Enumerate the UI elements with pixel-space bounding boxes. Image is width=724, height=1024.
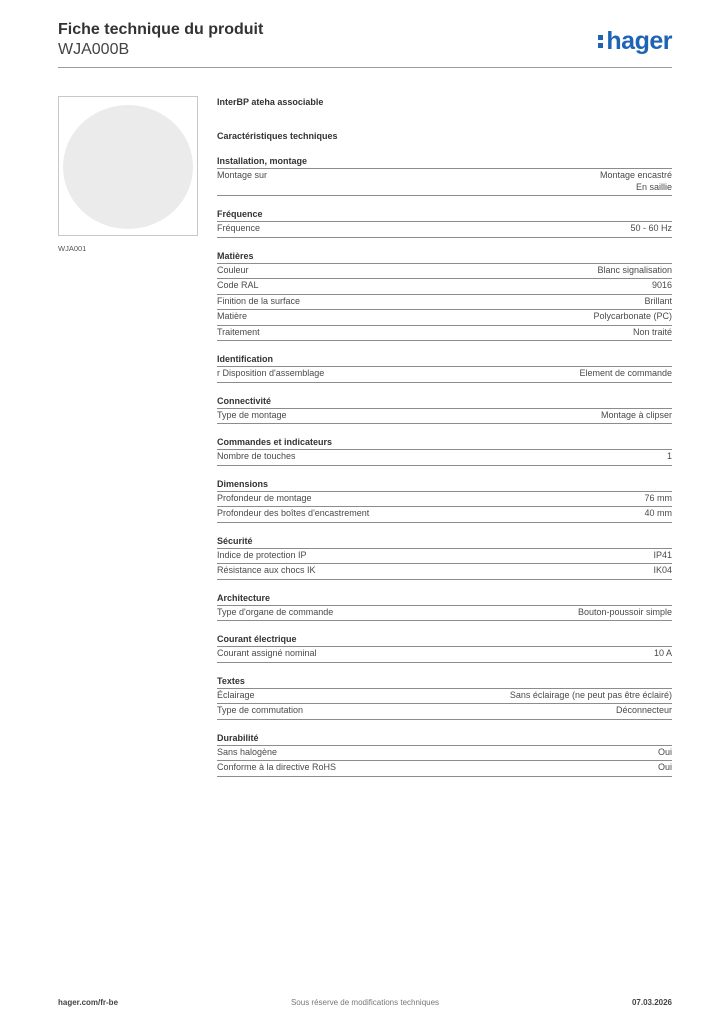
spec-label: Profondeur de montage: [217, 492, 312, 503]
spec-group: [217, 207, 672, 238]
footer-disclaimer: Sous réserve de modifications techniques: [290, 998, 440, 1007]
spec-value: 1: [666, 451, 672, 461]
product-code: WJA000B: [58, 41, 130, 58]
header-divider: [58, 67, 672, 68]
spec-row: [217, 746, 672, 762]
spec-row: [217, 279, 672, 295]
spec-label: Fréquence: [217, 223, 261, 233]
spec-row: [217, 647, 672, 663]
spec-value: Non traité: [632, 326, 672, 337]
spec-label: Profondeur des boîtes d'encastrement: [217, 508, 370, 518]
spec-group: [217, 154, 672, 196]
spec-group: [217, 249, 672, 342]
spec-label: Type d'organe de commande: [217, 606, 334, 617]
spec-value: Montage encastré En saillie: [599, 170, 672, 192]
spec-value: 40 mm: [644, 508, 672, 518]
hager-logo: [598, 26, 672, 56]
spec-value: Sans éclairage (ne peut pas être éclairé): [509, 689, 672, 700]
spec-value: 9016: [651, 280, 672, 290]
spec-group-title: Sécurité: [217, 534, 672, 549]
spec-row: [217, 409, 672, 425]
spec-value: Déconnecteur: [615, 705, 672, 715]
spec-row: [217, 606, 672, 622]
spec-group: [217, 674, 672, 720]
spec-value: Element de commande: [579, 368, 672, 378]
spec-label: Type de commutation: [217, 705, 304, 715]
spec-group-title: Architecture: [217, 591, 672, 606]
specifications: [217, 95, 672, 777]
spec-row: [217, 295, 672, 311]
spec-value: Bouton-poussoir simple: [577, 606, 672, 617]
spec-value: Oui: [657, 746, 672, 757]
spec-value: Oui: [657, 762, 672, 772]
spec-group-title: Matières: [217, 249, 672, 264]
spec-row: [217, 761, 672, 777]
spec-row: [217, 264, 672, 280]
spec-group-title: Identification: [217, 352, 672, 367]
spec-label: Résistance aux chocs IK: [217, 565, 316, 575]
spec-value: Blanc signalisation: [597, 264, 672, 275]
spec-label: Sans halogène: [217, 746, 278, 757]
spec-group-title: Installation, montage: [217, 154, 672, 169]
spec-label: Matière: [217, 311, 248, 321]
spec-row: [217, 492, 672, 508]
spec-label: Type de montage: [217, 409, 287, 420]
spec-label: Finition de la surface: [217, 295, 301, 306]
spec-group: [217, 352, 672, 383]
spec-row: [217, 326, 672, 342]
logo-text: hager: [606, 27, 672, 55]
header: [58, 20, 263, 60]
spec-row: [217, 367, 672, 383]
spec-value: 76 mm: [644, 492, 672, 503]
spec-group: [217, 731, 672, 777]
spec-row: [217, 564, 672, 580]
spec-row: [217, 450, 672, 466]
spec-group-title: Durabilité: [217, 731, 672, 746]
spec-group: [217, 591, 672, 622]
spec-label: Nombre de touches: [217, 451, 296, 461]
spec-groups: [217, 154, 672, 777]
spec-group-title: Textes: [217, 674, 672, 689]
spec-group: [217, 632, 672, 663]
spec-group-title: Courant électrique: [217, 632, 672, 647]
spec-value: 50 - 60 Hz: [630, 223, 672, 233]
product-image: [63, 105, 193, 229]
spec-label: Courant assigné nominal: [217, 648, 317, 658]
spec-row: [217, 169, 672, 196]
spec-label: Couleur: [217, 264, 249, 275]
spec-group: [217, 394, 672, 425]
product-name: InterBP ateha associable: [217, 97, 324, 107]
spec-row: [217, 310, 672, 326]
logo-dots-icon: [598, 32, 603, 51]
spec-value: IP41: [653, 549, 672, 560]
spec-row: [217, 704, 672, 720]
spec-label: Montage sur: [217, 170, 268, 180]
spec-group: [217, 435, 672, 466]
spec-group: [217, 477, 672, 523]
spec-group-title: Dimensions: [217, 477, 672, 492]
spec-group-title: Fréquence: [217, 207, 672, 222]
spec-row: [217, 222, 672, 238]
spec-label: Conforme à la directive RoHS: [217, 762, 337, 772]
spec-label: Éclairage: [217, 689, 255, 700]
specs-heading: Caractéristiques techniques: [217, 131, 338, 141]
page-title: Fiche technique du produit: [58, 21, 264, 38]
spec-label: Indice de protection IP: [217, 549, 307, 560]
spec-row: [217, 689, 672, 705]
spec-value: IK04: [653, 565, 672, 575]
spec-group: [217, 534, 672, 580]
spec-label: Code RAL: [217, 280, 259, 290]
spec-value: Montage à clipser: [600, 409, 672, 420]
footer-website: hager.com/fr-be: [58, 998, 119, 1007]
spec-row: [217, 549, 672, 565]
image-caption: WJA001: [58, 244, 87, 253]
spec-value: Polycarbonate (PC): [593, 311, 672, 321]
product-image-frame: [58, 96, 198, 236]
footer-date: 07.03.2026: [631, 998, 672, 1007]
spec-label: Traitement: [217, 326, 260, 337]
spec-label: r Disposition d'assemblage: [217, 368, 325, 378]
spec-group-title: Commandes et indicateurs: [217, 435, 672, 450]
spec-value: Brillant: [644, 295, 672, 306]
spec-group-title: Connectivité: [217, 394, 672, 409]
spec-value: 10 A: [653, 648, 672, 658]
spec-row: [217, 507, 672, 523]
